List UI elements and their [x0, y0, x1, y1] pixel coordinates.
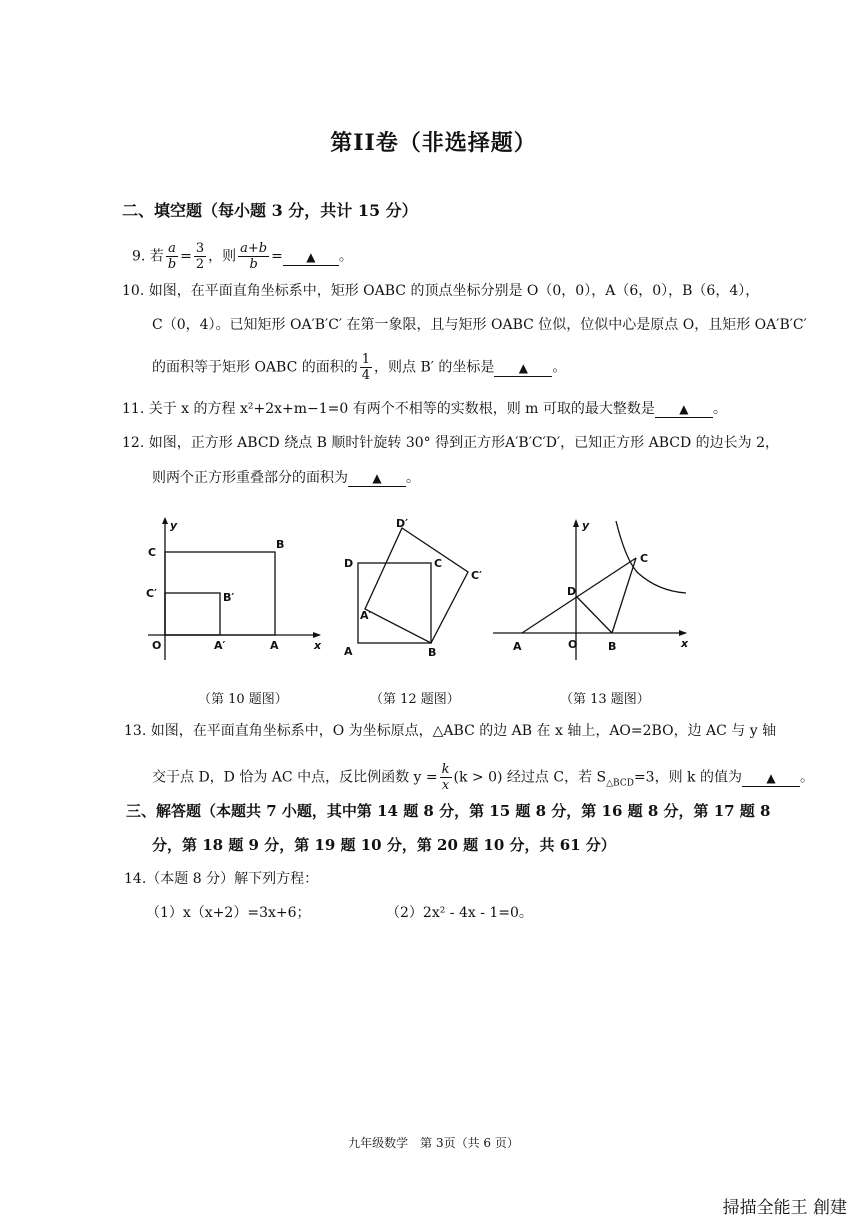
answer-blank-11[interactable]: ▲ — [655, 401, 713, 418]
question-14-part-2: （2）2x² - 4x - 1=0。 — [386, 905, 533, 921]
y-axis-arrow — [573, 519, 579, 527]
label-x: x — [314, 639, 322, 652]
label-c: C — [640, 552, 649, 565]
question-13-line-1: 13. 如图，在平面直角坐标系中，O 为坐标原点，△ABC 的边 AB 在 x 轴上，AO=2BO，边 AC 与 y 轴 — [124, 723, 777, 739]
question-12-line-1: 12. 如图，正方形 ABCD 绕点 B 顺时针旋转 30° 得到正方形A′B′C′D′，已知正方形 ABCD 的边长为 2， — [122, 435, 780, 451]
label-a: A — [344, 645, 353, 658]
fraction-3-over-2: $\frac{3}{2}$ — [195, 241, 205, 272]
label-o: O — [152, 639, 162, 652]
question-13-line-2: 交于点 D，D 恰为 AC 中点，反比例函数 y = $\frac{k}{x}$ (k > 0) 经过点 C，若 $S_{\triangle BCD}=3$，则 k 的值为 ▲ 。 — [152, 762, 814, 793]
question-10-line-2: C（0，4）。已知矩形 OA′B′C′ 在第一象限，且与矩形 OABC 位似，位似中心是原点 O，且矩形 OA′B′C′ — [152, 317, 807, 333]
fraction-k-over-x: $\frac{k}{x}$ — [441, 762, 450, 793]
label-d: D — [567, 585, 577, 598]
square-a-b-c-d-prime — [365, 528, 468, 643]
figure-10 — [140, 515, 330, 665]
label-a: A — [513, 640, 522, 653]
label-o: O — [568, 638, 578, 651]
square-abcd — [358, 563, 431, 643]
label-d: D — [344, 557, 354, 570]
caption-figure-13: （第 13 题图） — [560, 692, 650, 707]
question-12-line-2: 则两个正方形重叠部分的面积为 ▲ 。 — [152, 470, 420, 486]
fraction-a-plus-b-over-b: $\frac{a+b}{b}$ — [240, 241, 268, 272]
caption-figure-12: （第 12 题图） — [370, 692, 460, 707]
section-2-heading: 二、填空题（每小题 3 分，共计 15 分） — [122, 201, 418, 220]
label-c-prime: C′ — [146, 587, 157, 600]
label-c-prime: C′ — [471, 569, 482, 582]
section-3-heading-line-1: 三、解答题（本题共 7 小题，其中第 14 题 8 分，第 15 题 8 分，第 16 题 8 分，第 17 题 8 — [126, 802, 771, 820]
answer-blank-13[interactable]: ▲ — [742, 770, 800, 787]
question-9: 9. 若 $\frac{a}{b}$ = $\frac{3}{2}$ ，则 $\frac{a+b}{b}$ = ▲ 。 — [132, 241, 353, 272]
label-c: C — [434, 557, 443, 570]
label-c: C — [148, 546, 157, 559]
rectangle-oa-b-c-prime — [165, 593, 220, 635]
x-axis-arrow — [313, 632, 321, 638]
segment-bd — [576, 596, 612, 633]
answer-blank-12[interactable]: ▲ — [348, 470, 406, 487]
page-title: 第II卷（非选择题） — [330, 130, 537, 156]
scanner-watermark: 掃描全能王 創建 — [722, 1198, 847, 1218]
figure-12 — [340, 515, 490, 665]
label-b: B — [276, 538, 285, 551]
label-y: y — [582, 519, 590, 532]
label-b-prime: B′ — [223, 591, 235, 604]
fraction-1-over-4: $\frac{1}{4}$ — [361, 352, 371, 383]
fraction-a-over-b: $\frac{a}{b}$ — [167, 241, 177, 272]
answer-blank-9[interactable]: ▲ — [283, 249, 339, 266]
x-axis-arrow — [679, 630, 687, 636]
question-10-line-3: 的面积等于矩形 OABC 的面积的 $\frac{1}{4}$ ，则点 B′ 的坐标是 ▲ 。 — [152, 352, 567, 383]
y-axis-arrow — [162, 517, 168, 524]
answer-blank-10[interactable]: ▲ — [494, 360, 552, 377]
question-11: 11. 关于 x 的方程 x²+2x+m−1=0 有两个不相等的实数根，则 m 可取的最大整数是 ▲ 。 — [122, 401, 727, 417]
label-b: B — [428, 646, 437, 659]
caption-figure-10: （第 10 题图） — [198, 692, 288, 707]
label-b: B — [608, 640, 617, 653]
question-10-line-1: 10. 如图，在平面直角坐标系中，矩形 OABC 的顶点坐标分别是 O（0，0），A（6，0），B（6，4）， — [122, 283, 760, 299]
label-d-prime: D′ — [396, 517, 409, 530]
label-a-prime: A′ — [214, 639, 226, 652]
section-3-heading-line-2: 分，第 18 题 9 分，第 19 题 10 分，第 20 题 10 分，共 61 分） — [152, 836, 616, 854]
figure-13 — [488, 515, 698, 665]
segment-bc — [612, 558, 636, 633]
label-x: x — [681, 637, 689, 650]
label-a-prime: A′ — [360, 609, 372, 622]
question-14-part-1: （1）x（x+2）=3x+6； — [146, 905, 311, 921]
hyperbola-curve — [616, 521, 686, 593]
question-14-heading: 14.（本题 8 分）解下列方程： — [124, 871, 319, 887]
page-footer: 九年级数学 第 3页（共 6 页） — [348, 1136, 519, 1150]
label-y: y — [170, 519, 178, 532]
segment-ac — [522, 558, 636, 633]
label-a: A — [270, 639, 279, 652]
